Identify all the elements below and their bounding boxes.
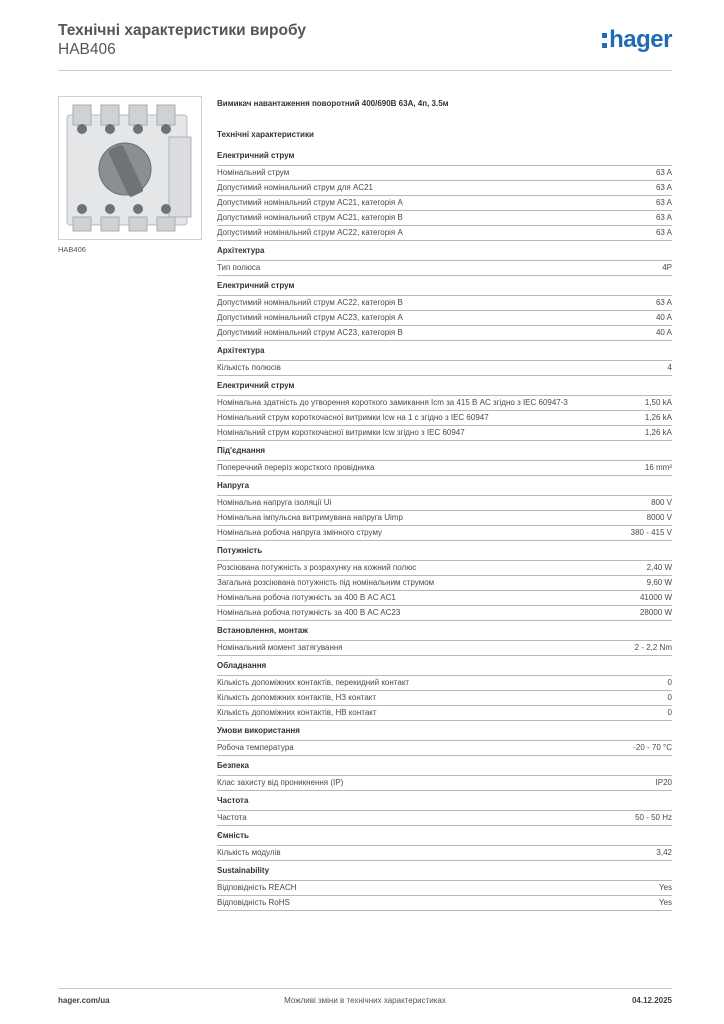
spec-row	[217, 495, 672, 510]
spec-row	[217, 675, 672, 690]
section-title: Обладнання	[217, 661, 267, 670]
spec-value: 0	[667, 678, 672, 687]
spec-rows	[217, 640, 672, 656]
logo-colon-icon	[602, 29, 607, 51]
spec-section	[217, 545, 672, 621]
spec-rows	[217, 360, 672, 376]
spec-section	[217, 480, 672, 541]
spec-label: Допустимий номінальний струм AC23, категорія B	[217, 328, 403, 337]
spec-row	[217, 195, 672, 210]
spec-value: 40 A	[655, 313, 672, 322]
spec-value: 63 A	[655, 298, 672, 307]
section-title: Встановлення, монтаж	[217, 626, 308, 635]
spec-section	[217, 625, 672, 656]
spec-rows	[217, 880, 672, 911]
spec-section	[217, 660, 672, 721]
spec-value: IP20	[655, 778, 672, 787]
section-title: Частота	[217, 796, 249, 805]
header-divider	[58, 70, 672, 71]
spec-row	[217, 310, 672, 325]
spec-section	[217, 760, 672, 791]
spec-label: Частота	[217, 813, 247, 822]
spec-row	[217, 460, 672, 476]
spec-section	[217, 280, 672, 341]
product-image	[58, 96, 202, 240]
section-title: Електричний струм	[217, 381, 295, 390]
spec-label: Допустимий номінальний струм AC21, категорія B	[217, 213, 403, 222]
spec-label: Номінальна робоча потужність за 400 В AC AC23	[217, 608, 401, 617]
footer-date: 04.12.2025	[631, 996, 672, 1005]
spec-value: 8000 V	[646, 513, 672, 522]
spec-label: Допустимий номінальний струм AC22, категорія A	[217, 228, 403, 237]
spec-row	[217, 590, 672, 605]
spec-row	[217, 880, 672, 895]
spec-rows	[217, 810, 672, 826]
spec-row	[217, 165, 672, 180]
spec-value: 0	[667, 693, 672, 702]
page-header	[58, 22, 678, 72]
spec-value: 2,40 W	[646, 563, 672, 572]
section-title: Sustainability	[217, 866, 270, 875]
spec-section	[217, 380, 672, 441]
spec-value: 2 - 2,2 Nm	[634, 643, 672, 652]
spec-label: Номінальна імпульсна витримувана напруга Uimp	[217, 513, 403, 522]
spec-row	[217, 775, 672, 791]
hager-logo	[602, 26, 672, 54]
spec-label: Кількість допоміжних контактів, перекидний контакт	[217, 678, 410, 687]
spec-value: 63 A	[655, 198, 672, 207]
spec-row	[217, 845, 672, 861]
spec-row	[217, 410, 672, 425]
spec-row	[217, 510, 672, 525]
spec-label: Номінальна здатність до утворення короткого замикання Icm за 415 В AC згідно з IEC 60947-3	[217, 398, 568, 407]
spec-label: Поперечний переріз жорсткого провідника	[217, 463, 375, 472]
spec-row	[217, 325, 672, 341]
spec-row	[217, 705, 672, 721]
spec-label: Розсіювана потужність з розрахунку на кожний полюс	[217, 563, 417, 572]
spec-value: 380 - 415 V	[630, 528, 672, 537]
specifications-heading: Технічні характеристики	[217, 130, 314, 139]
spec-row	[217, 740, 672, 756]
spec-value: 1,26 kA	[644, 413, 672, 422]
specifications	[217, 97, 672, 911]
spec-label: Кількість модулів	[217, 848, 281, 857]
spec-section	[217, 345, 672, 376]
spec-rows	[217, 675, 672, 721]
spec-label: Номінальна напруга ізоляції Ui	[217, 498, 332, 507]
section-title: Електричний струм	[217, 151, 295, 160]
spec-rows	[217, 165, 672, 241]
spec-rows	[217, 460, 672, 476]
footer-divider	[58, 988, 672, 989]
spec-value: -20 - 70 °C	[633, 743, 672, 752]
spec-row	[217, 560, 672, 575]
spec-label: Номінальний струм короткочасної витримки Icw на 1 с згідно з IEC 60947	[217, 413, 489, 422]
spec-row	[217, 810, 672, 826]
spec-sections	[217, 150, 672, 911]
spec-value: 1,26 kA	[644, 428, 672, 437]
spec-value: Yes	[658, 898, 672, 907]
spec-value: 63 A	[655, 168, 672, 177]
spec-row	[217, 895, 672, 911]
spec-section	[217, 830, 672, 861]
spec-value: 16 mm²	[644, 463, 672, 472]
spec-rows	[217, 740, 672, 756]
section-title: Напруга	[217, 481, 250, 490]
spec-row	[217, 525, 672, 541]
image-caption: HAB406	[58, 245, 86, 254]
spec-rows	[217, 295, 672, 341]
spec-label: Відповідність RoHS	[217, 898, 290, 907]
spec-row	[217, 295, 672, 310]
section-title: Під'єднання	[217, 446, 266, 455]
spec-value: Yes	[658, 883, 672, 892]
spec-section	[217, 245, 672, 276]
document-title: Технічні характеристики виробу	[58, 22, 306, 39]
spec-section	[217, 445, 672, 476]
spec-section	[217, 865, 672, 911]
rotary-switch-illustration	[59, 97, 201, 239]
section-title: Архітектура	[217, 246, 265, 255]
spec-value: 63 A	[655, 213, 672, 222]
spec-row	[217, 690, 672, 705]
spec-value: 4	[667, 363, 672, 372]
spec-row	[217, 575, 672, 590]
spec-label: Допустимий номінальний струм AC21, категорія A	[217, 198, 403, 207]
spec-label: Номінальний струм	[217, 168, 290, 177]
spec-section	[217, 725, 672, 756]
spec-row	[217, 395, 672, 410]
spec-value: 9,60 W	[646, 578, 672, 587]
spec-value: 4P	[662, 263, 672, 272]
page-footer	[58, 994, 672, 1008]
section-title: Безпека	[217, 761, 249, 770]
spec-label: Відповідність REACH	[217, 883, 297, 892]
spec-label: Номінальна робоча напруга змінного струму	[217, 528, 383, 537]
spec-value: 0	[667, 708, 672, 717]
spec-label: Робоча температура	[217, 743, 294, 752]
spec-value: 28000 W	[639, 608, 672, 617]
section-title: Ємність	[217, 831, 249, 840]
spec-value: 41000 W	[639, 593, 672, 602]
spec-section	[217, 150, 672, 241]
spec-label: Номінальний момент затягування	[217, 643, 343, 652]
product-code: HAB406	[58, 41, 116, 58]
spec-row	[217, 180, 672, 195]
spec-row	[217, 210, 672, 225]
spec-label: Кількість допоміжних контактів, НЗ контакт	[217, 693, 377, 702]
spec-rows	[217, 260, 672, 276]
spec-label: Номінальна робоча потужність за 400 В AC AC1	[217, 593, 396, 602]
spec-value: 50 - 50 Hz	[635, 813, 672, 822]
spec-row	[217, 260, 672, 276]
spec-row	[217, 605, 672, 621]
spec-value: 63 A	[655, 228, 672, 237]
spec-rows	[217, 560, 672, 621]
spec-row	[217, 225, 672, 241]
section-title: Архітектура	[217, 346, 265, 355]
spec-label: Загальна розсіювана потужність під номінальним струмом	[217, 578, 435, 587]
spec-label: Допустимий номінальний струм для AC21	[217, 183, 373, 192]
spec-label: Номінальний струм короткочасної витримки Icw згідно з IEC 60947	[217, 428, 465, 437]
spec-label: Кількість полюсів	[217, 363, 281, 372]
spec-label: Тип полюса	[217, 263, 261, 272]
spec-value: 40 A	[655, 328, 672, 337]
spec-label: Допустимий номінальний струм AC23, категорія A	[217, 313, 403, 322]
spec-section	[217, 795, 672, 826]
spec-row	[217, 360, 672, 376]
spec-value: 63 A	[655, 183, 672, 192]
footer-disclaimer: Можливі зміни в технічних характеристиках	[284, 996, 446, 1005]
logo-text: hager	[609, 26, 672, 53]
section-title: Електричний струм	[217, 281, 295, 290]
spec-rows	[217, 395, 672, 441]
spec-row	[217, 425, 672, 441]
spec-row	[217, 640, 672, 656]
spec-value: 800 V	[651, 498, 672, 507]
spec-label: Клас захисту від проникнення (IP)	[217, 778, 344, 787]
spec-rows	[217, 495, 672, 541]
spec-label: Допустимий номінальний струм AC22, категорія B	[217, 298, 403, 307]
section-title: Умови використання	[217, 726, 300, 735]
section-title: Потужність	[217, 546, 263, 555]
spec-rows	[217, 845, 672, 861]
spec-rows	[217, 775, 672, 791]
product-name: Вимикач навантаження поворотний 400/690В 63А, 4п, 3.5м	[217, 99, 449, 108]
spec-value: 1,50 kA	[644, 398, 672, 407]
spec-value: 3,42	[656, 848, 672, 857]
footer-website-link[interactable]: hager.com/ua	[58, 996, 110, 1005]
spec-label: Кількість допоміжних контактів, НВ контакт	[217, 708, 377, 717]
